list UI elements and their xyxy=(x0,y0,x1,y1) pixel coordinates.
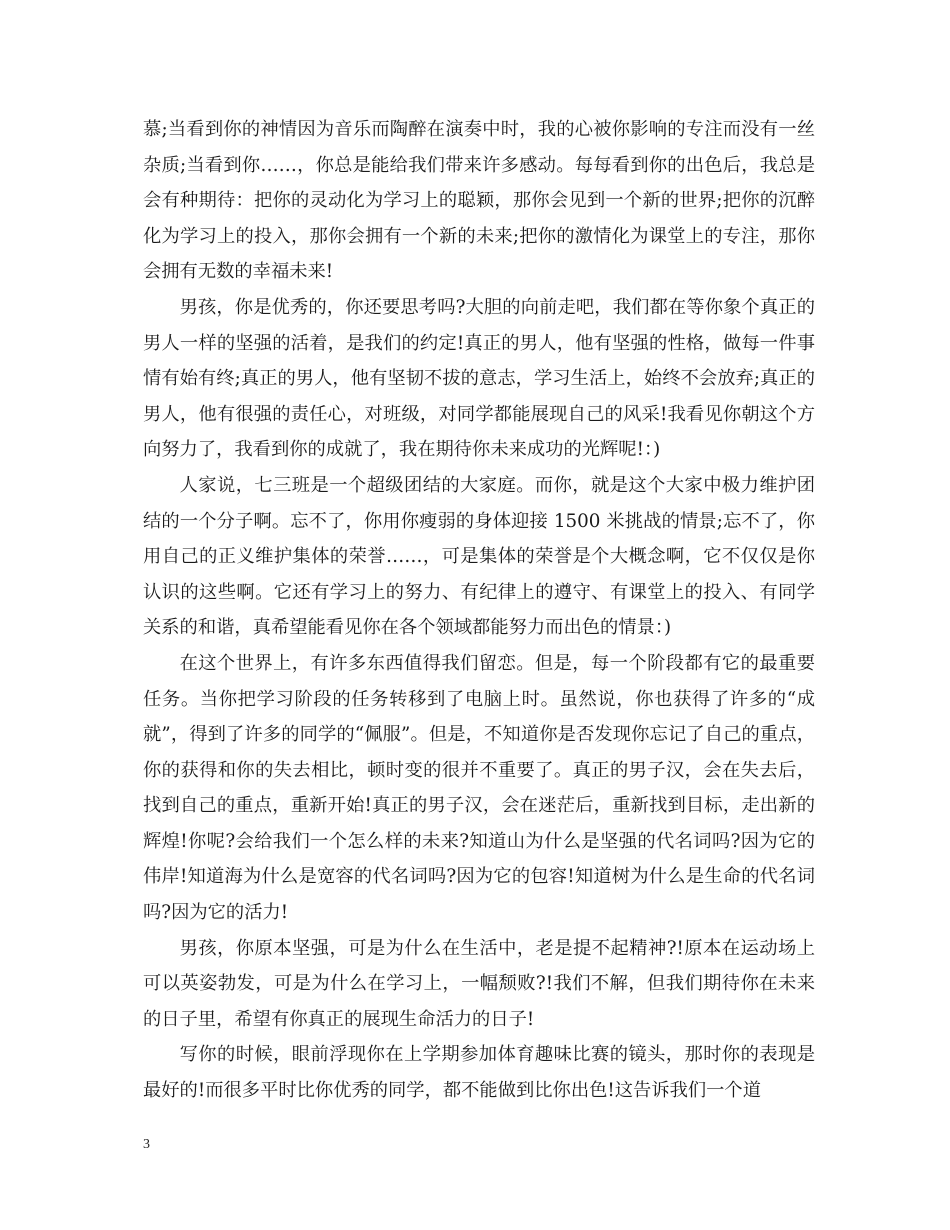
paragraph-6: 写你的时候，眼前浮现你在上学期参加体育趣味比赛的镜头，那时你的表现是最好的!而很多平时比你优秀的同学，都不能做到比你出色!这告诉我们一个道 xyxy=(143,1044,815,1102)
body-text xyxy=(143,112,815,1109)
page-number: 3 xyxy=(143,1137,150,1152)
paragraph-4: 在这个世界上，有许多东西值得我们留恋。但是，每一个阶段都有它的最重要任务。当你把学习阶段的任务转移到了电脑上时。虽然说，你也获得了许多的“成就”，得到了许多的同学的“佩服”。但是，不知道你是否发现你忘记了自己的重点，你的获得和你的失去相比，顿时变的很并不重要了。真正的男子汉，会在失去后，找到自己的重点，重新开始!真正的男子汉，会在迷茫后，重新找到目标，走出新的辉煌!你呢?会给我们一个怎么样的未来?知道山为什么是坚强的代名词吗?因为它的伟岸!知道海为什么是宽容的代名词吗?因为它的包容!知道树为什么是生命的代名词吗?因为它的活力! xyxy=(143,652,815,924)
paragraph-3: 人家说，七三班是一个超级团结的大家庭。而你，就是这个大家中极力维护团结的一个分子啊。忘不了，你用你瘦弱的身体迎接 1500 米挑战的情景;忘不了，你用自己的正义维护集体的荣誉……，可是集体的荣誉是个大概念啊，它不仅仅是你认识的这些啊。它还有学习上的努力、有纪律上的遵守、有课堂上的投入、有同学关系的和谐，真希望能看见你在各个领域都能努力而出色的情景：) xyxy=(143,474,815,639)
paragraph-5: 男孩，你原本坚强，可是为什么在生活中，老是提不起精神?!原本在运动场上可以英姿勃发，可是为什么在学习上，一幅颓败?!我们不解，但我们期待你在未来的日子里，希望有你真正的展现生命活力的日子! xyxy=(143,937,815,1030)
paragraph-1: 慕;当看到你的神情因为音乐而陶醉在演奏中时，我的心被你影响的专注而没有一丝杂质;当看到你……，你总是能给我们带来许多感动。每每看到你的出色后，我总是会有种期待：把你的灵动化为学习上的聪颖，那你会见到一个新的世界;把你的沉醉化为学习上的投入，那你会拥有一个新的未来;把你的激情化为课堂上的专注，那你会拥有无数的幸福未来! xyxy=(143,119,815,283)
paragraph-2: 男孩，你是优秀的，你还要思考吗?大胆的向前走吧，我们都在等你象个真正的男人一样的坚强的活着，是我们的约定!真正的男人，他有坚强的性格，做每一件事情有始有终;真正的男人，他有坚韧不拔的意志，学习生活上，始终不会放弃;真正的男人，他有很强的责任心，对班级，对同学都能展现自己的风采!我看见你朝这个方向努力了，我看到你的成就了，我在期待你未来成功的光辉呢!：) xyxy=(143,296,815,461)
